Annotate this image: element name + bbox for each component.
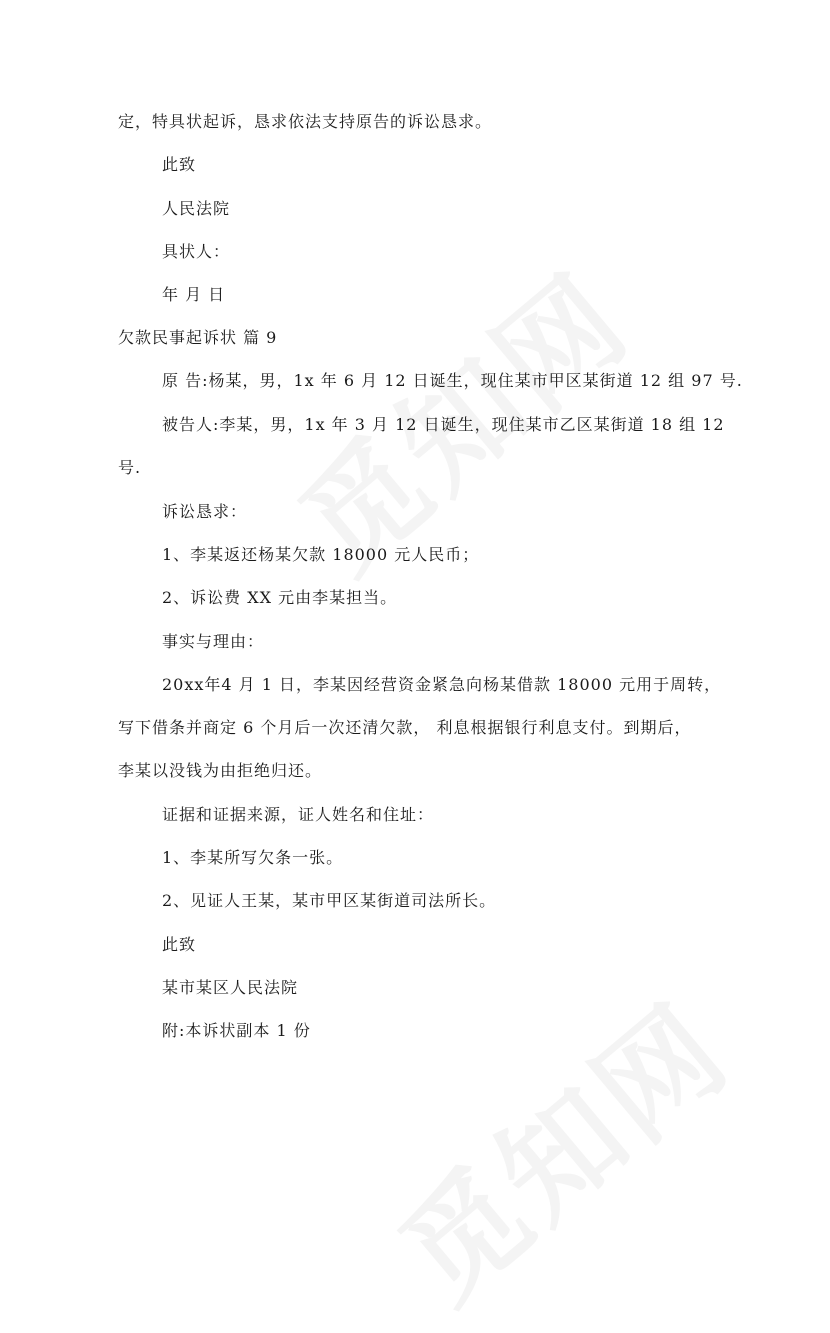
claim-item: 2、诉讼费 XX 元由李某担当。 (162, 588, 398, 607)
facts-line: 李某以没钱为由拒绝归还。 (118, 761, 323, 780)
claim-item: 1、李某返还杨某欠款 18000 元人民币； (162, 545, 480, 564)
attachment-line: 附:本诉状副本 1 份 (162, 1021, 311, 1040)
watermark (359, 959, 759, 1333)
court-name: 某市某区人民法院 (162, 978, 299, 997)
evidence-item: 2、见证人王某，某市甲区某街道司法所长。 (162, 891, 497, 910)
salutation: 此致 (162, 155, 197, 174)
facts-line: 写下借条并商定 6 个月后一次还清欠款， 利息根据银行利息支付。到期后， (118, 718, 692, 737)
date-line: 年 月 日 (162, 285, 226, 304)
evidence-item: 1、李某所写欠条一张。 (162, 848, 344, 867)
evidence-heading: 证据和证据来源，证人姓名和住址： (162, 805, 435, 824)
plaintiff-line: 原 告:杨某，男，1x 年 6 月 12 日诞生，现住某市甲区某街道 12 组 97 号. (162, 371, 743, 390)
defendant-line: 被告人:李某，男，1x 年 3 月 12 日诞生，现住某市乙区某街道 18 组 12 (162, 415, 725, 434)
facts-line: 20xx年4 月 1 日，李某因经营资金紧急向杨某借款 18000 元用于周转， (162, 675, 722, 694)
facts-heading: 事实与理由： (162, 632, 265, 651)
defendant-line-continued: 号. (118, 458, 142, 477)
section-title: 欠款民事起诉状 篇 9 (118, 328, 278, 347)
salutation: 此致 (162, 935, 197, 954)
signer-label: 具状人： (162, 242, 231, 261)
court-name: 人民法院 (162, 199, 231, 218)
claims-heading: 诉讼恳求： (162, 502, 248, 521)
paragraph-line: 定，特具状起诉，恳求依法支持原告的诉讼恳求。 (118, 112, 493, 131)
